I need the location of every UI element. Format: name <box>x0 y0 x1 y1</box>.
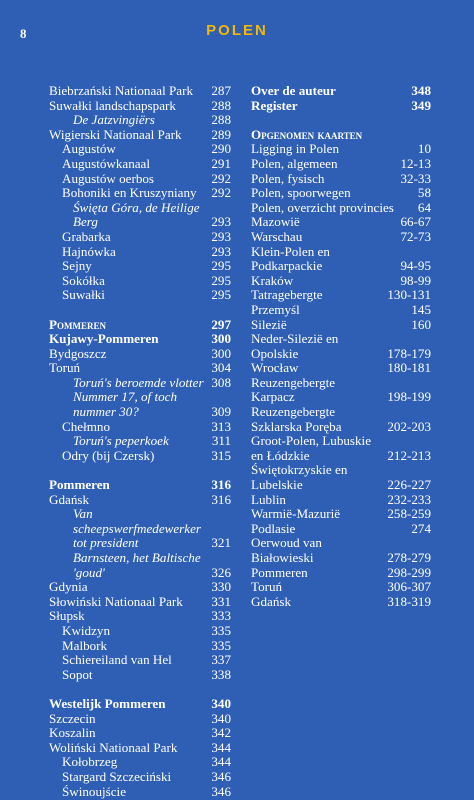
toc-entry[interactable] <box>49 507 231 551</box>
toc-entry-page: 178-179 <box>387 345 431 361</box>
toc-entry[interactable] <box>251 463 431 492</box>
toc-entry-title: Polen, overzicht provincies <box>251 199 394 215</box>
toc-entry-title: Woliński Nationaal Park <box>49 739 178 755</box>
toc-entry-page: 212-213 <box>387 447 431 463</box>
toc-entry-title: Gdańsk <box>251 593 292 609</box>
toc-entry-title: Register <box>251 97 298 113</box>
toc-entry-page: 349 <box>411 97 431 113</box>
toc-entry-title: Schiereiland van Hel <box>62 652 172 668</box>
toc-entry-page: 313 <box>211 418 231 434</box>
toc-entry-title: Sopot <box>62 666 93 682</box>
toc-entry-page: 298-299 <box>387 564 431 580</box>
toc-entry[interactable] <box>251 580 431 595</box>
toc-entry-title: Polen, fysisch <box>251 170 325 186</box>
toc-entry-page: 198-199 <box>387 389 431 405</box>
toc-entry[interactable] <box>49 186 231 201</box>
toc-entry[interactable] <box>49 755 231 770</box>
toc-entry[interactable] <box>49 274 231 289</box>
toc-entry-page: 274 <box>411 520 431 536</box>
toc-entry-page: 293 <box>211 228 231 244</box>
toc-entry[interactable] <box>251 128 431 143</box>
toc-entry-title: Wrocław <box>251 360 299 376</box>
toc-entry[interactable] <box>251 566 431 581</box>
toc-entry-title: Mazowië <box>251 214 300 230</box>
toc-entry-page: 306-307 <box>387 579 431 595</box>
toc-entry-page: 258-259 <box>387 506 431 522</box>
toc-spacer <box>251 113 431 128</box>
toc-entry[interactable] <box>251 245 431 274</box>
toc-entry-title: Toruń <box>251 579 283 595</box>
toc-entry-page: 316 <box>211 491 231 507</box>
toc-entry-title: Malbork <box>62 637 108 653</box>
toc-entry-title: Kujawy-Pommeren <box>49 331 159 347</box>
toc-entry[interactable] <box>49 741 231 756</box>
toc-entry[interactable] <box>49 580 231 595</box>
toc-entry-title: Silezië <box>251 316 287 332</box>
toc-entry-title: Słowiński Nationaal Park <box>49 593 183 609</box>
toc-entry-title: Warschau <box>251 228 303 244</box>
toc-entry-title: Gdynia <box>49 579 88 595</box>
toc-entry[interactable] <box>49 157 231 172</box>
toc-entry[interactable] <box>49 361 231 376</box>
toc-entry-page: 321 <box>211 535 231 551</box>
toc-entry-title: Westelijk Pommeren <box>49 695 166 711</box>
toc-entry-title: Stargard Szczeciński <box>62 768 172 784</box>
toc-entry[interactable] <box>251 376 431 405</box>
toc-entry[interactable] <box>251 332 431 361</box>
toc-entry-page: 344 <box>211 754 231 770</box>
toc-entry-page: 64 <box>417 199 431 215</box>
toc-entry-title: Pommeren <box>49 477 110 493</box>
toc-entry[interactable] <box>49 230 231 245</box>
toc-entry-page: 297 <box>211 316 231 332</box>
toc-entry[interactable] <box>251 172 431 187</box>
toc-left-column <box>49 84 231 799</box>
toc-entry-page: 288 <box>211 112 231 128</box>
toc-entry-title: Bohoniki en Kruszyniany <box>62 185 197 201</box>
toc-entry-title: Gdańsk <box>49 491 90 507</box>
toc-entry-page: 340 <box>211 710 231 726</box>
toc-entry-page: 232-233 <box>387 491 431 507</box>
toc-entry[interactable] <box>251 595 431 610</box>
toc-entry[interactable] <box>49 332 231 347</box>
toc-entry-page: 333 <box>211 608 231 624</box>
toc-entry-page: 331 <box>211 593 231 609</box>
toc-entry-page: 98-99 <box>400 272 431 288</box>
toc-entry-title: De Jatzvingiërs <box>73 112 155 128</box>
toc-entry[interactable] <box>251 186 431 201</box>
toc-entry-title: Augustów oerbos <box>62 170 155 186</box>
toc-entry[interactable] <box>49 639 231 654</box>
toc-entry-title: Przemyśl <box>251 301 300 317</box>
toc-entry-title: Augustówkanaal <box>62 155 150 171</box>
toc-entry-title: Chełmno <box>62 418 111 434</box>
toc-entry[interactable] <box>49 99 231 114</box>
toc-entry-page: 300 <box>211 331 231 347</box>
toc-entry-title: Wigierski Nationaal Park <box>49 126 182 142</box>
toc-entry-title: Toruń's peperkoek <box>73 433 169 449</box>
toc-spacer <box>49 463 231 478</box>
toc-entry-page: 202-203 <box>387 418 431 434</box>
toc-entry[interactable] <box>49 697 231 712</box>
toc-entry[interactable] <box>251 99 431 114</box>
toc-entry-title: Over de auteur <box>251 83 336 98</box>
toc-entry-page: 338 <box>211 666 231 682</box>
toc-entry[interactable] <box>251 303 431 318</box>
toc-entry[interactable] <box>251 142 431 157</box>
toc-entry-title: Suwałki landschapspark <box>49 97 176 113</box>
toc-entry-page: 295 <box>211 258 231 274</box>
toc-entry-title: Warmië-Mazurië <box>251 506 341 522</box>
toc-entry-page: 160 <box>411 316 431 332</box>
toc-entry-page: 348 <box>411 83 431 98</box>
toc-entry[interactable] <box>49 128 231 143</box>
toc-entry-title: Sejny <box>62 258 92 274</box>
toc-entry[interactable] <box>49 785 231 800</box>
toc-entry-page: 304 <box>211 360 231 376</box>
toc-entry[interactable] <box>49 478 231 493</box>
toc-entry-title: Oerwoud van Białowieski <box>251 535 322 565</box>
toc-entry-page: 32-33 <box>400 170 431 186</box>
toc-entry-page: 130-131 <box>387 287 431 303</box>
toc-entry[interactable] <box>49 624 231 639</box>
toc-entry-page: 344 <box>211 739 231 755</box>
toc-entry-title: Podlasie <box>251 520 296 536</box>
toc-entry-title: Klein-Polen en Podkarpackie <box>251 243 330 274</box>
toc-entry[interactable] <box>251 84 431 99</box>
toc-entry[interactable] <box>49 318 231 333</box>
toc-entry-page: 180-181 <box>387 360 431 376</box>
toc-entry[interactable] <box>49 245 231 260</box>
toc-entry-title: Ligging in Polen <box>251 141 340 157</box>
toc-entry[interactable] <box>49 420 231 435</box>
toc-entry[interactable] <box>49 712 231 727</box>
toc-entry-page: 295 <box>211 272 231 288</box>
toc-entry[interactable] <box>251 493 431 508</box>
toc-entry-page: 226-227 <box>387 477 431 493</box>
toc-entry-title: Pommeren <box>49 316 106 332</box>
toc-entry-page: 58 <box>417 185 431 201</box>
toc-entry-page: 318-319 <box>387 593 431 609</box>
toc-entry-page: 311 <box>211 433 231 449</box>
toc-entry-title: Suwałki <box>62 287 105 303</box>
toc-entry[interactable] <box>251 434 431 463</box>
toc-entry[interactable] <box>251 318 431 333</box>
toc-entry-page: 308 <box>211 374 231 390</box>
toc-entry-title: Szczecin <box>49 710 96 726</box>
toc-entry-page: 309 <box>211 404 231 420</box>
toc-entry-page: 326 <box>211 564 231 580</box>
toc-entry-page: 290 <box>211 141 231 157</box>
toc-entry-title: Polen, spoorwegen <box>251 185 351 201</box>
toc-entry[interactable] <box>251 157 431 172</box>
toc-entry[interactable] <box>49 201 231 230</box>
toc-entry-title: Van scheepswerfmedewerker tot president <box>73 506 201 551</box>
toc-entry-page: 288 <box>211 97 231 113</box>
toc-spacer <box>49 682 231 697</box>
toc-entry-title: Kołobrzeg <box>62 754 118 770</box>
toc-entry[interactable] <box>49 390 231 419</box>
toc-entry-title: Tatragebergte <box>251 287 323 303</box>
toc-entry[interactable] <box>251 536 431 565</box>
toc-entry-page: 330 <box>211 579 231 595</box>
toc-entry-title: Nummer 17, of toch nummer 30? <box>73 389 178 420</box>
toc-entry[interactable] <box>49 376 231 391</box>
toc-entry-page: 293 <box>211 214 231 230</box>
toc-entry[interactable] <box>251 215 431 230</box>
toc-entry-page: 316 <box>211 477 231 493</box>
toc-entry-title: Grabarka <box>62 228 111 244</box>
toc-entry[interactable] <box>49 493 231 508</box>
toc-entry-title: Polen, algemeen <box>251 155 338 171</box>
toc-entry-page: 335 <box>211 637 231 653</box>
toc-right-column <box>251 84 431 609</box>
toc-entry[interactable] <box>251 201 431 216</box>
toc-entry[interactable] <box>49 434 231 449</box>
toc-entry[interactable] <box>49 259 231 274</box>
toc-entry-page: 94-95 <box>400 258 431 274</box>
toc-entry-title: Toruń's beroemde vlotter <box>73 374 204 390</box>
toc-spacer <box>49 303 231 318</box>
toc-entry-title: Świnoujście <box>62 783 127 799</box>
toc-entry-page: 340 <box>211 695 231 711</box>
toc-entry[interactable] <box>251 288 431 303</box>
toc-entry-title: Reuzengebergte Szklarska Poręba <box>251 404 342 434</box>
toc-entry-page: 346 <box>211 783 231 799</box>
toc-entry-title: Bydgoszcz <box>49 345 107 361</box>
toc-entry-page: 145 <box>411 301 431 317</box>
toc-entry[interactable] <box>49 551 231 580</box>
toc-entry-title: Odry (bij Czersk) <box>62 447 155 463</box>
toc-entry[interactable] <box>251 507 431 522</box>
toc-entry-page: 10 <box>417 141 431 157</box>
toc-entry-title: Pommeren <box>251 564 308 580</box>
toc-entry-page: 287 <box>211 83 231 98</box>
toc-entry-title: Hajnówka <box>62 243 116 259</box>
toc-entry-page: 342 <box>211 725 231 741</box>
toc-entry[interactable] <box>49 84 231 99</box>
toc-entry-title: Święta Góra, de Heilige Berg <box>73 199 200 230</box>
toc-entry-title: Lublin <box>251 491 286 507</box>
toc-entry-page: 292 <box>211 185 231 201</box>
toc-entry-title: Augustów <box>62 141 116 157</box>
toc-entry-title: Kraków <box>251 272 294 288</box>
toc-entry[interactable] <box>49 609 231 624</box>
toc-entry-title: Sokółka <box>62 272 105 288</box>
toc-entry-title: Koszalin <box>49 725 96 741</box>
toc-entry[interactable] <box>49 347 231 362</box>
toc-entry-title: Świętokrzyskie en Lubelskie <box>251 462 348 493</box>
toc-entry-page: 12-13 <box>400 155 431 171</box>
toc-entry-title: Neder-Silezië en Opolskie <box>251 331 339 361</box>
toc-entry[interactable] <box>251 274 431 289</box>
toc-entry[interactable] <box>251 361 431 376</box>
toc-entry-page: 66-67 <box>400 214 431 230</box>
toc-entry[interactable] <box>49 113 231 128</box>
toc-entry-title: Słupsk <box>49 608 85 624</box>
toc-entry[interactable] <box>251 405 431 434</box>
toc-entry-title: Opgenomen kaarten <box>251 126 363 142</box>
toc-entry-page: 295 <box>211 287 231 303</box>
toc-entry[interactable] <box>49 449 231 464</box>
toc-entry-title: Kwidzyn <box>62 622 111 638</box>
toc-entry-page: 346 <box>211 768 231 784</box>
toc-entry[interactable] <box>49 172 231 187</box>
toc-entry-title: Reuzengebergte Karpacz <box>251 374 336 405</box>
toc-entry[interactable] <box>49 595 231 610</box>
toc-entry-page: 315 <box>211 447 231 463</box>
toc-entry[interactable] <box>49 770 231 785</box>
toc-entry-title: Biebrzański Nationaal Park <box>49 83 193 98</box>
toc-entry[interactable] <box>49 142 231 157</box>
toc-entry[interactable] <box>49 726 231 741</box>
toc-entry-page: 292 <box>211 170 231 186</box>
page-number: 8 <box>20 26 27 41</box>
toc-entry-title: Barnsteen, het Baltische 'goud' <box>73 550 201 580</box>
toc-entry[interactable] <box>251 522 431 537</box>
toc-entry[interactable] <box>49 668 231 683</box>
toc-entry-page: 291 <box>211 155 231 171</box>
toc-entry-page: 72-73 <box>400 228 431 244</box>
toc-entry[interactable] <box>251 230 431 245</box>
toc-entry-title: Groot-Polen, Lubuskie en Łódzkie <box>251 433 372 463</box>
toc-entry-page: 293 <box>211 243 231 259</box>
toc-entry-page: 335 <box>211 622 231 638</box>
toc-entry-page: 289 <box>211 126 231 142</box>
toc-entry-title: Toruń <box>49 360 81 376</box>
toc-entry[interactable] <box>49 288 231 303</box>
toc-entry-page: 278-279 <box>387 550 431 565</box>
page-title: POLEN <box>206 22 268 39</box>
toc-entry[interactable] <box>49 653 231 668</box>
toc-entry-page: 300 <box>211 345 231 361</box>
toc-entry-page: 337 <box>211 652 231 668</box>
